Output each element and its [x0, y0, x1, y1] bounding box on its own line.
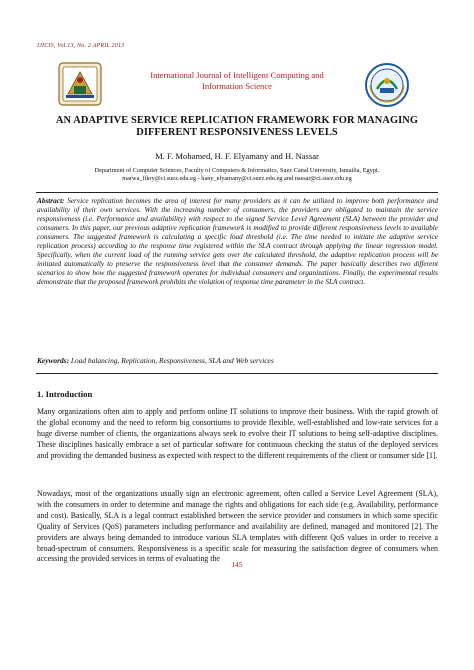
authors: M. F. Mohamed, H. F. Elyamany and H. Nassar [155, 151, 319, 161]
affiliation-line-1: Department of Computer Sciences, Faculty of Computers & Informatics, Suez Canal University, Ismailia, Egypt. [94, 167, 380, 174]
faculty-logo [364, 62, 410, 108]
affiliation [30, 167, 444, 183]
section-heading-introduction: 1. Introduction [37, 389, 93, 399]
page-number: 145 [231, 560, 243, 569]
keywords-label: Keywords: [37, 356, 70, 365]
paper-title [30, 115, 444, 139]
journal-name [120, 70, 354, 92]
running-header: IJICIS, Vol.13, No. 2 APRIL 2013 [37, 43, 125, 49]
title-line-1: AN ADAPTIVE SERVICE REPLICATION FRAMEWORK FOR MANAGING [55, 115, 419, 126]
abstract-text: Service replication becomes the area of interest for many providers as it can be utilized to improve both performance and availability of their own services. With the increasing number of consumers, the providers are obligated to maintain the service responsiveness (i.e. Performance and availability) with respect to the signed Service Level Agreement (SLA) between the provider and consumers. In this paper, our previous adaptive replication framework is modified to provide different responsiveness levels to available consumers. The suggested framework is calculating a specific load threshold (i.e. The time needed to initiate the adaptive service replication process) according to the response time registered within the SLA contract through applying the linear regression model. Specifically, when the current load of the running service gets over the calculated threshold, the adaptive replication process will be initiated automatically to preserve the responsiveness level that the consumer demands. The paper basically describes two different scenarios to show how the suggested framework operates for individual consumers and organizations. Finally, the experimental results demonstrate that the proposed framework prohibits the violation of response time parameter in the SLA contract. [37, 197, 439, 287]
intro-paragraph-1: Many organizations often aim to apply and perform online IT solutions to improve their business. With the rapid growth of the global economy and the need to reform big consortiums to provide flexible, well-established and low-rate services for a huge diverse number of clients, the organizations always seek to evolve their IT solutions to being self-adaptive disciplines. These disciplines basically embrace a set of particular software for continuous checking the status of the deployed services and providing the demanded business as expected with respect to the different requirements of the client or consumer side [1]. [37, 407, 438, 460]
keywords [37, 356, 438, 365]
affiliation-emails: marwa_fikry@ci.suez.edu.eg - hany_elyamany@ci.suez.edu.eg and nassar@ci.suez.edu.eg [122, 175, 352, 182]
top-divider [36, 192, 438, 193]
journal-line-2: Information Science [202, 81, 272, 91]
university-logo [58, 62, 102, 106]
title-line-2: DIFFERENT RESPONSIVENESS LEVELS [136, 127, 338, 138]
journal-line-1: International Journal of Intelligent Computing and [150, 70, 324, 80]
intro-paragraph-2: Nowadays, most of the organizations usually sign an electronic agreement, often called a Service Level Agreement (SLA), with the consumers in order to determine and manage the rights and obligations for each side (e.g. Availability, performance and cost). Basically, SLA is a legal contract established between the service provider and consumers in which some specific Quality of Services (QoS) parameters including performance and availability are defined, managed and monitored [2]. The providers are always being demanded to introduce various SLA templates with different QoS values in order to receive a broad-spectrum of consumers. Responsiveness is a specific scale for measuring the satisfaction degree of consumers when accessing the provided services in terms of evaluating the [37, 489, 438, 564]
keywords-text: Load balancing, Replication, Responsiveness, SLA and Web services [70, 356, 274, 365]
bottom-divider [36, 373, 438, 374]
abstract-label: Abstract: [37, 197, 65, 205]
abstract [37, 197, 438, 287]
